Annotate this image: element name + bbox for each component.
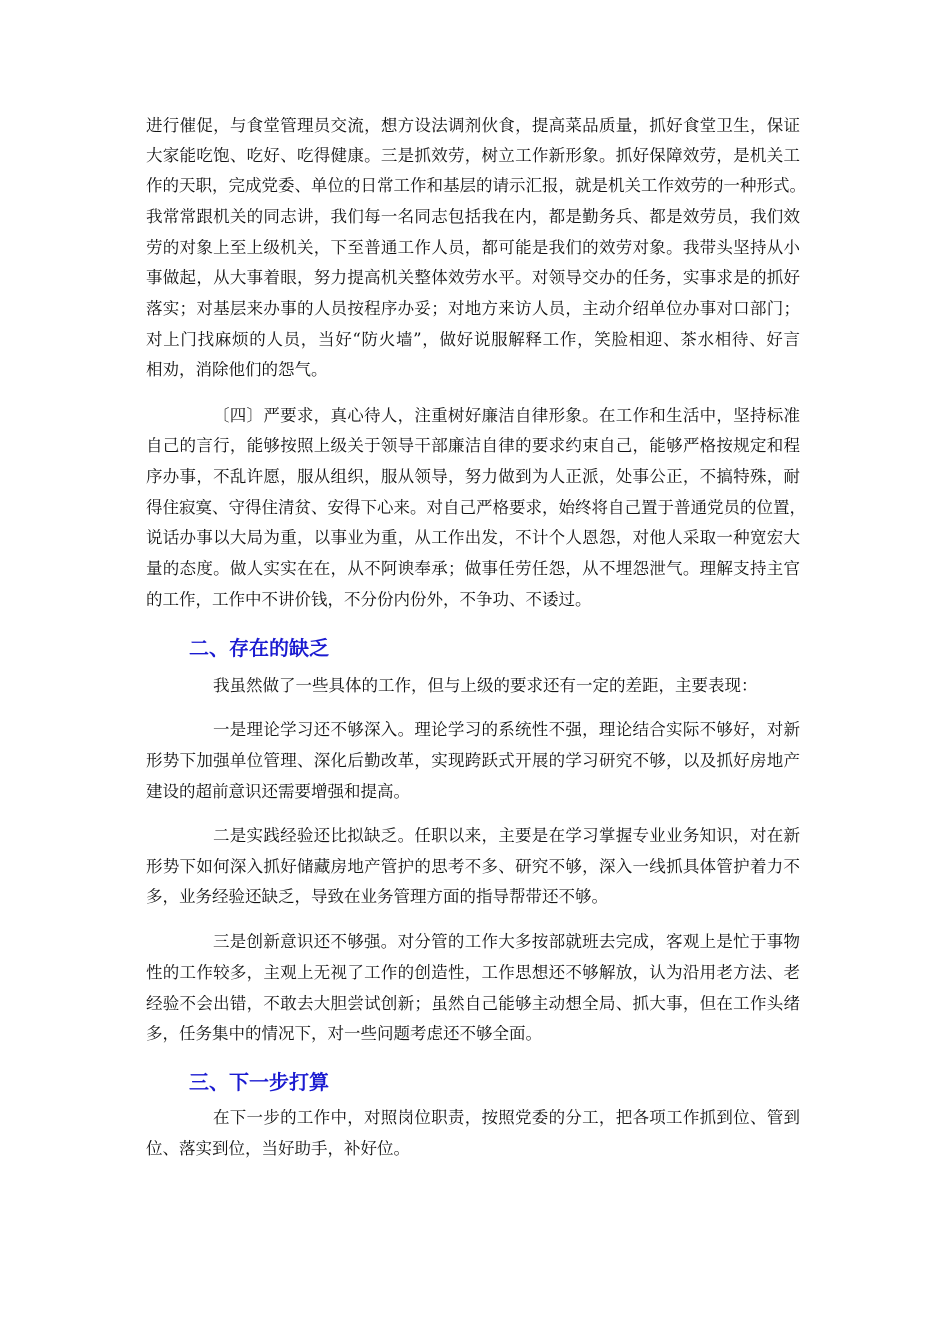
- text-line: 多，业务经验还缺乏，导致在业务管理方面的指导帮带还不够。: [146, 887, 608, 906]
- text-line: 说话办事以大局为重，以事业为重，从工作出发，不计个人恩怨，对他人采取一种宽宏大: [146, 528, 800, 547]
- text-line: 大家能吃饱、吃好、吃得健康。三是抓效劳，树立工作新形象。抓好保障效劳，是机关工: [146, 146, 800, 165]
- text-line: 形势下如何深入抓好储藏房地产管护的思考不多、研究不够，深入一线抓具体管护着力不: [146, 857, 800, 876]
- text-line: 三是创新意识还不够强。对分管的工作大多按部就班去完成，客观上是忙于事物: [213, 932, 800, 951]
- text-line: 劳的对象上至上级机关，下至普通工作人员，都可能是我们的效劳对象。我带头坚持从小: [146, 238, 800, 257]
- section-heading: 二、存在的缺乏: [189, 636, 329, 660]
- text-line: 〔四〕严要求，真心待人，注重树好廉洁自律形象。在工作和生活中，坚持标准: [213, 406, 800, 425]
- text-line: 位、落实到位，当好助手，补好位。: [146, 1139, 410, 1158]
- text-line: 自己的言行，能够按照上级关于领导干部廉洁自律的要求约束自己，能够严格按规定和程: [146, 436, 800, 455]
- text-line: 进行催促，与食堂管理员交流，想方设法调剂伙食，提高菜品质量，抓好食堂卫生，保证: [146, 116, 800, 135]
- text-line: 我常常跟机关的同志讲，我们每一名同志包括我在内，都是勤务兵、都是效劳员，我们效: [146, 207, 800, 226]
- text-line: 相劝，消除他们的怨气。: [146, 360, 328, 379]
- text-line: 序办事，不乱许愿，服从组织，服从领导，努力做到为人正派，处事公正，不搞特殊，耐: [146, 467, 800, 486]
- text-line: 作的天职，完成党委、单位的日常工作和基层的请示汇报，就是机关工作效劳的一种形式。: [146, 176, 806, 195]
- text-line: 落实；对基层来办事的人员按程序办妥；对地方来访人员，主动介绍单位办事对口部门；: [146, 299, 800, 318]
- text-line: 得住寂寞、守得住清贫、安得下心来。对自己严格要求，始终将自己置于普通党员的位置，: [146, 498, 806, 517]
- text-line: 在下一步的工作中，对照岗位职责，按照党委的分工，把各项工作抓到位、管到: [213, 1108, 800, 1127]
- text-line: 多，任务集中的情况下，对一些问题考虑还不够全面。: [146, 1024, 542, 1043]
- text-line: 事做起，从大事着眼，努力提高机关整体效劳水平。对领导交办的任务，实事求是的抓好: [146, 268, 800, 287]
- section-heading: 三、下一步打算: [189, 1070, 329, 1094]
- text-line: 量的态度。做人实实在在，从不阿谀奉承；做事任劳任怨，从不埋怨泄气。理解支持主官: [146, 559, 800, 578]
- text-line: 建设的超前意识还需要增强和提高。: [146, 782, 410, 801]
- text-line: 我虽然做了一些具体的工作，但与上级的要求还有一定的差距，主要表现：: [213, 676, 758, 695]
- text-line: 性的工作较多，主观上无视了工作的创造性，工作思想还不够解放，认为沿用老方法、老: [146, 963, 800, 982]
- text-line: 二是实践经验还比拟缺乏。任职以来，主要是在学习掌握专业业务知识，对在新: [213, 826, 800, 845]
- text-line: 的工作，工作中不讲价钱，不分份内份外，不争功、不诿过。: [146, 590, 592, 609]
- text-line: 对上门找麻烦的人员，当好“防火墙”，做好说服解释工作，笑脸相迎、茶水相待、好言: [146, 330, 800, 349]
- text-line: 经验不会出错，不敢去大胆尝试创新；虽然自己能够主动想全局、抓大事，但在工作头绪: [146, 994, 800, 1013]
- text-line: 一是理论学习还不够深入。理论学习的系统性不强，理论结合实际不够好，对新: [213, 720, 800, 739]
- text-line: 形势下加强单位管理、深化后勤改革，实现跨跃式开展的学习研究不够，以及抓好房地产: [146, 751, 800, 770]
